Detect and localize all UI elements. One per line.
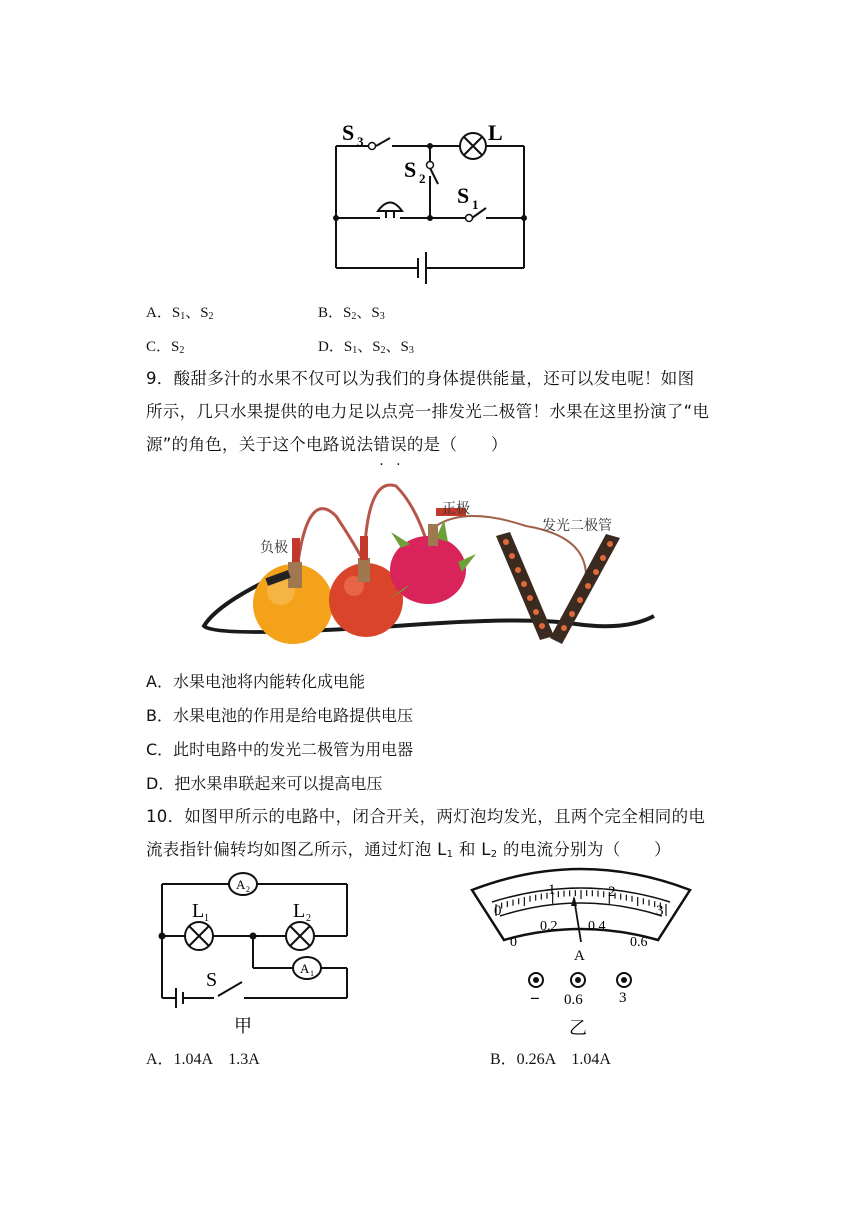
q8-option-b[interactable]: B．$S_2$、$S_3$ (318, 305, 385, 322)
svg-text:1: 1 (310, 969, 314, 978)
q9-option-d[interactable]: D．把水果串联起来可以提高电压 (146, 774, 383, 793)
fruit-battery-image (196, 466, 666, 656)
lower-scale-2: 0.4 (588, 919, 606, 934)
svg-text:2: 2 (419, 171, 426, 186)
positive-pole-label: 正极 (442, 501, 470, 517)
svg-text:1: 1 (472, 197, 479, 212)
q9-option-c[interactable]: C．此时电路中的发光二极管为用电器 (146, 740, 414, 759)
caption-yi: 乙 (569, 1018, 587, 1039)
question-10-stem: 10．如图甲所示的电路中，闭合开关，两灯泡均发光，且两个完全相同的电 流表指针偏转均如图乙所示，通过灯泡 $L_1$ 和 $L_2$ 的电流分别为（ ） (146, 807, 706, 860)
s3-label: S (342, 120, 355, 145)
q8-option-d[interactable]: D．$S_1$、$S_2$、$S_3$ (318, 339, 414, 356)
led-label: 发光二极管 (542, 518, 612, 534)
svg-text:3: 3 (357, 134, 364, 149)
lower-scale-3: 0.6 (630, 935, 648, 950)
circuit-diagram-jia (150, 870, 360, 1040)
q10-option-a[interactable]: A．1.04A 1.3A (146, 1051, 260, 1068)
lower-scale-0: 0 (510, 935, 517, 950)
s2-label: S (404, 157, 417, 182)
switch-label: S (206, 969, 218, 991)
lamp-label: L (488, 120, 503, 145)
upper-scale-2: 2 (608, 884, 616, 900)
upper-scale-1: 1 (548, 882, 556, 898)
q8-option-a[interactable]: A．$S_1$、$S_2$ (146, 305, 214, 322)
svg-text:2: 2 (246, 885, 250, 894)
q9-option-a[interactable]: A．水果电池将内能转化成电能 (146, 672, 365, 691)
l1-label: L (192, 900, 205, 922)
s1-label: S (457, 183, 470, 208)
q8-option-c[interactable]: C．$S_2$ (146, 339, 185, 356)
a2-label: A (236, 877, 246, 892)
upper-scale-0: 0 (494, 903, 502, 919)
terminal-0-6: 0.6 (564, 992, 583, 1008)
upper-scale-3: 3 (656, 903, 664, 919)
question-9-stem: 9．酸甜多汁的水果不仅可以为我们的身体提供能量，还可以发电呢！如图 所示，几只水果提供的电力足以点亮一排发光二极管！水果在这里扮演了“电 源”的角色，关于这个电路说法错误的是（ ） (146, 369, 710, 454)
q9-option-b[interactable]: B．水果电池的作用是给电路提供电压 (146, 706, 413, 725)
a1-label: A (300, 961, 310, 976)
circuit-diagram-q8 (320, 110, 550, 290)
unit-label: A (574, 948, 585, 964)
caption-jia: 甲 (234, 1016, 252, 1037)
svg-text:1: 1 (204, 913, 209, 924)
l2-label: L (293, 900, 306, 922)
negative-pole-label: 负极 (260, 540, 288, 556)
lower-scale-1: 0.2 (540, 919, 558, 934)
terminal-negative: − (530, 989, 540, 1008)
terminal-3: 3 (619, 990, 627, 1006)
svg-text:2: 2 (306, 913, 311, 924)
q10-option-b[interactable]: B．0.26A 1.04A (490, 1051, 611, 1068)
ammeter-dial-yi (466, 862, 696, 1040)
